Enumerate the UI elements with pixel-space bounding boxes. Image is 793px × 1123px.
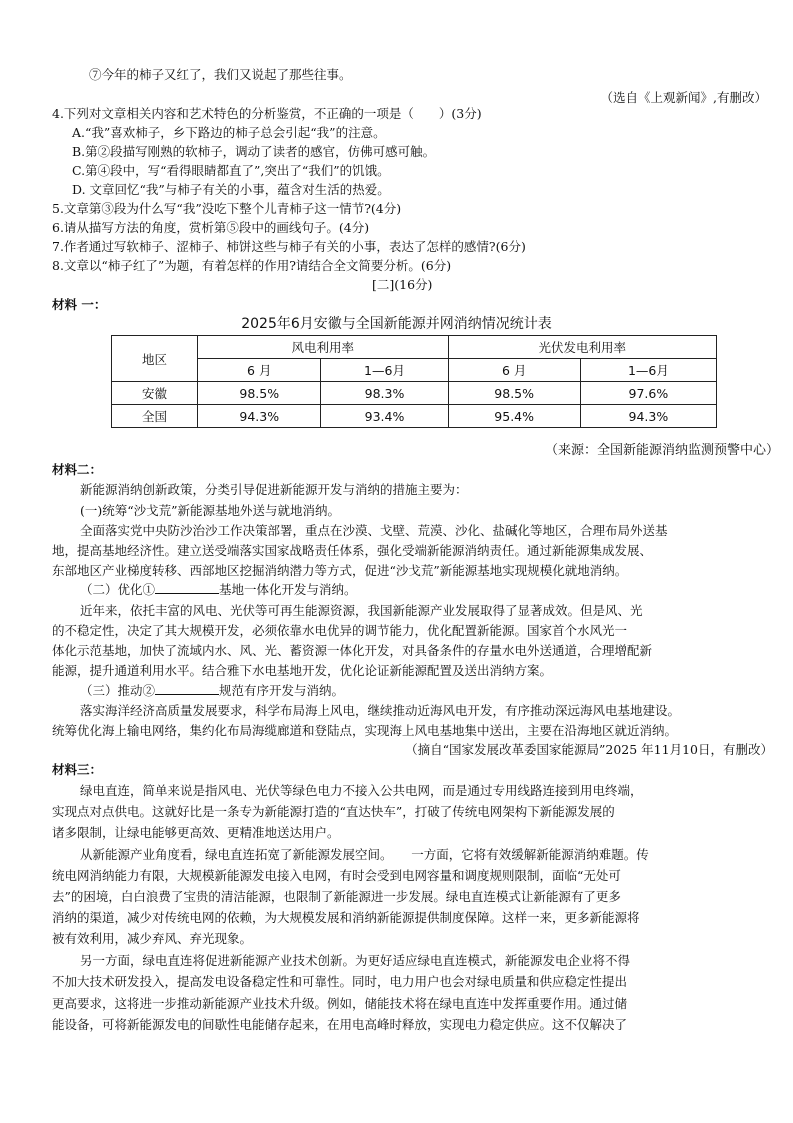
material-2-line: 体化示范基地，加快了流域内水、风、光、蓄资源一体化开发，对具备条件的存量水电外送通道，合理增配新 (52, 643, 653, 658)
table-cell: 94.3% (198, 405, 321, 428)
material-3-line: 统电网消纳能力有限，大规模新能源发电接入电网，有时会受到电网容量和调度规则限制，面临“无处可 (52, 868, 621, 883)
statistics-table (111, 335, 717, 428)
question-4-option-a: A.“我”喜欢柿子，乡下路边的柿子总会引起“我”的注意。 (72, 125, 386, 140)
material-2-line: 全面落实党中央防沙治沙工作决策部署，重点在沙漠、戈壁、荒漠、沙化、盐碱化等地区，合理布局外送基 (80, 523, 668, 538)
material-3-line: 实现点对点供电。这就好比是一条专为新能源打造的“直达快车”，打破了传统电网架构下新能源发展的 (52, 804, 615, 819)
material-2-line: 地，提高基地经济性。建立送受端落实国家战略责任体系，强化受端新能源消纳责任。通过新能源集成发展、 (52, 543, 653, 558)
row-region: 全国 (112, 405, 198, 428)
question-4-option-c: C.第④段中，写“看得眼睛都直了”,突出了“我们”的饥饿。 (72, 163, 390, 178)
question-4: 4.下列对文章相关内容和艺术特色的分析鉴赏，不正确的一项是（ ）(3分) (52, 106, 482, 121)
table-title: 2025年6月安徽与全国新能源并网消纳情况统计表 (241, 316, 552, 332)
material-3-line: 绿电直连，简单来说是指风电、光伏等绿色电力不接入公共电网，而是通过专用线路连接到用电终端， (80, 783, 643, 798)
story-source: （选自《上观新闻》,有删改） (600, 90, 767, 105)
subheading-text: 规范有序开发与消纳。 (219, 683, 345, 698)
question-4-option-d: D. 文章回忆“我”与柿子有关的小事，蕴含对生活的热爱。 (72, 182, 390, 197)
question-8: 8.文章以“柿子红了”为题，有着怎样的作用?请结合全文简要分析。(6分) (52, 258, 452, 273)
subheader-solar-jan-jun: 1—6月 (580, 359, 716, 382)
table-cell: 95.4% (448, 405, 580, 428)
material-3-line: 诸多限制，让绿电能够更高效、更精准地送达用户。 (52, 825, 340, 840)
material-2-line: 的不稳定性，决定了其大规模开发，必须依靠水电优异的调节能力，优化配置新能源。国家首个水风光一 (52, 623, 628, 638)
material-3-line: 能设备，可将新能源发电的间歇性电能储存起来，在用电高峰时释放，实现电力稳定供应。这不仅解决了 (52, 1017, 628, 1032)
subheading-text: （二）优化① (80, 582, 156, 597)
material-2-line: (一)统筹“沙戈荒”新能源基地外送与就地消纳。 (80, 503, 341, 518)
question-4-option-b: B.第②段描写刚熟的软柿子，调动了读者的感官，仿佛可感可触。 (72, 144, 436, 159)
header-solar: 光伏发电利用率 (448, 336, 716, 359)
table-cell: 93.4% (321, 405, 448, 428)
subheading-text: 基地一体化开发与消纳。 (219, 582, 357, 597)
material-2-line: 东部地区产业梯度转移、西部地区挖掘消纳潜力等方式，促进“沙戈荒”新能源基地实现规模化就地消纳。 (52, 563, 628, 578)
material-3-label: 材料三： (52, 762, 103, 777)
subheading-text: （三）推动② (80, 683, 156, 698)
material-3-line: 消纳的渠道，减少对传统电网的依赖，为大规模发展和消纳新能源提供制度保障。这样一来，更多新能源将 (52, 910, 640, 925)
question-5: 5.文章第③段为什么写“我”没吃下整个儿青柿子这一情节?(4分) (52, 201, 402, 216)
subheader-wind-jan-jun: 1—6月 (321, 359, 448, 382)
material-3-line: 去”的困境，白白浪费了宝贵的清洁能源，也限制了新能源进一步发展。绿电直连模式让新能源有了更多 (52, 889, 621, 904)
table-cell: 98.5% (198, 382, 321, 405)
question-6: 6.请从描写方法的角度，赏析第⑤段中的画线句子。(4分) (52, 220, 370, 235)
subheader-wind-june: 6 月 (198, 359, 321, 382)
header-region: 地区 (112, 336, 198, 382)
story-paragraph-7: ⑦今年的柿子又红了，我们又说起了那些往事。 (89, 67, 352, 82)
row-region: 安徽 (112, 382, 198, 405)
table-cell: 98.3% (321, 382, 448, 405)
material-3-line: 更高要求，这将进一步推动新能源产业技术升级。例如，储能技术将在绿电直连中发挥重要作用。通过储 (52, 996, 628, 1011)
material-2-subheading-3 (80, 682, 344, 700)
fill-in-blank-1 (155, 581, 219, 594)
material-2-line: 近年来，依托丰富的风电、光伏等可再生能源资源，我国新能源产业发展取得了显著成效。但是风、光 (80, 603, 643, 618)
table-cell: 94.3% (580, 405, 716, 428)
table-cell: 97.6% (580, 382, 716, 405)
material-2-line: 落实海洋经济高质量发展要求，科学布局海上风电，继续推动近海风电开发，有序推动深远海风电基地建设。 (80, 703, 681, 718)
header-wind: 风电利用率 (198, 336, 449, 359)
table-row (112, 382, 717, 405)
material-3-line: 另一方面，绿电直连将促进新能源产业技术创新。为更好适应绿电直连模式，新能源发电企业将不得 (80, 953, 631, 968)
section-2-heading: [二](16分) (372, 277, 433, 292)
material-1-source: （来源：全国新能源消纳监测预警中心） (544, 443, 779, 458)
material-2-line: 能源，提升通道利用水平。结合雅下水电基地开发，优化论证新能源配置及送出消纳方案。 (52, 663, 553, 678)
material-2-line: 统筹优化海上输电网络，集约化布局海缆廊道和登陆点，实现海上风电基地集中送出，主要在沿海地区就近消纳。 (52, 723, 678, 738)
material-3-line: 被有效利用，减少弃风、弃光现象。 (52, 931, 253, 946)
material-2-label: 材料二： (52, 462, 103, 477)
fill-in-blank-2 (155, 682, 219, 695)
table-cell: 98.5% (448, 382, 580, 405)
material-2-subheading-2 (80, 581, 357, 599)
table-row (112, 405, 717, 428)
question-7: 7.作者通过写软柿子、涩柿子、柿饼这些与柿子有关的小事，表达了怎样的感情?(6分) (52, 239, 526, 254)
material-3-line: 不加大技术研发投入，提高发电设备稳定性和可靠性。同时，电力用户也会对绿电质量和供应稳定性提出 (52, 974, 628, 989)
subheader-solar-june: 6 月 (448, 359, 580, 382)
material-3-line: 从新能源产业角度看，绿电直连拓宽了新能源发展空间。 一方面，它将有效缓解新能源消纳难题。传 (80, 847, 649, 862)
material-2-line: 新能源消纳创新政策，分类引导促进新能源开发与消纳的措施主要为： (80, 482, 468, 497)
material-1-label: 材料 一： (52, 297, 107, 312)
material-2-source: （摘自“国家发展改革委国家能源局”2025 年11月10日，有删改） (405, 742, 773, 757)
